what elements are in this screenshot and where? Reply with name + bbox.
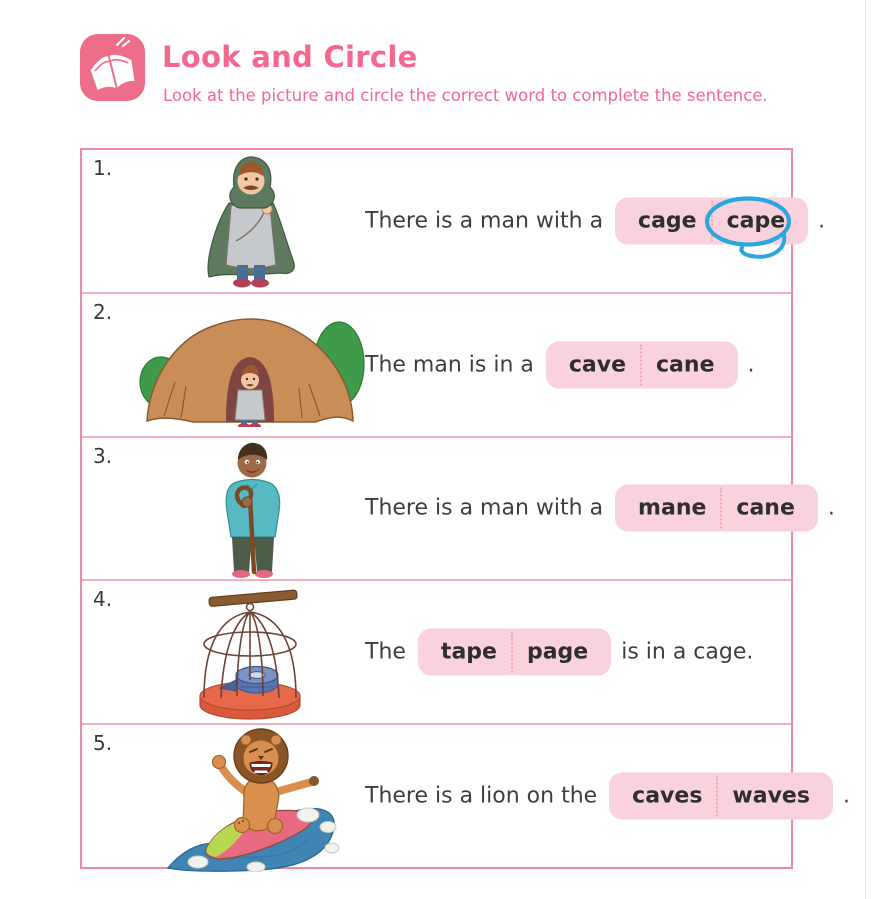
item-number: 3.	[93, 443, 113, 468]
man-in-cave-illustration	[100, 296, 400, 434]
word-option[interactable]: cane	[656, 352, 715, 378]
word-option[interactable]: cane	[736, 495, 795, 521]
sentence	[365, 197, 825, 244]
word-choice-box	[418, 629, 611, 676]
dotted-divider	[511, 632, 513, 673]
word-choice-box	[615, 197, 808, 244]
page-title: Look and Circle	[162, 40, 418, 74]
tape-in-cage-illustration	[100, 583, 400, 721]
word-option[interactable]: caves	[632, 783, 703, 809]
worksheet-row-3	[82, 436, 835, 580]
word-option[interactable]: cave	[568, 352, 627, 378]
dotted-divider	[711, 200, 713, 241]
sentence-before: There is a man with a	[365, 208, 604, 234]
sentence-after: .	[842, 783, 850, 809]
sentence	[365, 773, 850, 820]
word-choice-box	[609, 773, 833, 820]
sentence-after: .	[818, 208, 826, 234]
word-choice-box	[546, 341, 738, 388]
sentence	[365, 485, 835, 532]
man-with-cape-illustration	[100, 152, 400, 290]
worksheet-table	[80, 148, 850, 869]
item-number: 1.	[93, 156, 113, 180]
word-choice-box	[615, 485, 818, 532]
item-number: 5.	[93, 731, 113, 756]
word-option[interactable]: cage	[638, 208, 697, 234]
item-number: 4.	[93, 587, 113, 612]
sentence	[365, 341, 755, 388]
dotted-divider	[640, 344, 642, 385]
sentence-before: There is a man with a	[365, 495, 604, 521]
sentence-after: is in a cage.	[621, 639, 754, 665]
sentence-before: There is a lion on the	[365, 783, 598, 809]
worksheet-row-1	[82, 150, 826, 292]
sentence	[365, 629, 753, 676]
word-option[interactable]: waves	[732, 783, 810, 809]
worksheet-row-2	[82, 292, 791, 436]
worksheet-row-4	[82, 579, 791, 723]
word-option[interactable]: mane	[638, 495, 707, 521]
worksheet-row-5	[82, 723, 850, 867]
sentence-after: .	[827, 495, 835, 521]
word-option[interactable]: page	[526, 639, 589, 665]
open-book-icon	[79, 33, 146, 102]
page-edge-line	[865, 0, 866, 899]
lion-on-waves-illustration	[100, 727, 400, 865]
man-with-cane-illustration	[100, 440, 400, 578]
dotted-divider	[720, 488, 722, 529]
page-instructions: Look at the picture and circle the correct word to complete the sentence.	[163, 86, 768, 105]
sentence-before: The man is in a	[365, 352, 534, 378]
word-option-circled[interactable]: cape	[716, 206, 797, 235]
sentence-after: .	[747, 352, 755, 378]
item-number: 2.	[93, 299, 113, 324]
sentence-before: The	[365, 639, 406, 665]
dotted-divider	[716, 776, 718, 817]
word-option[interactable]: tape	[440, 639, 497, 665]
